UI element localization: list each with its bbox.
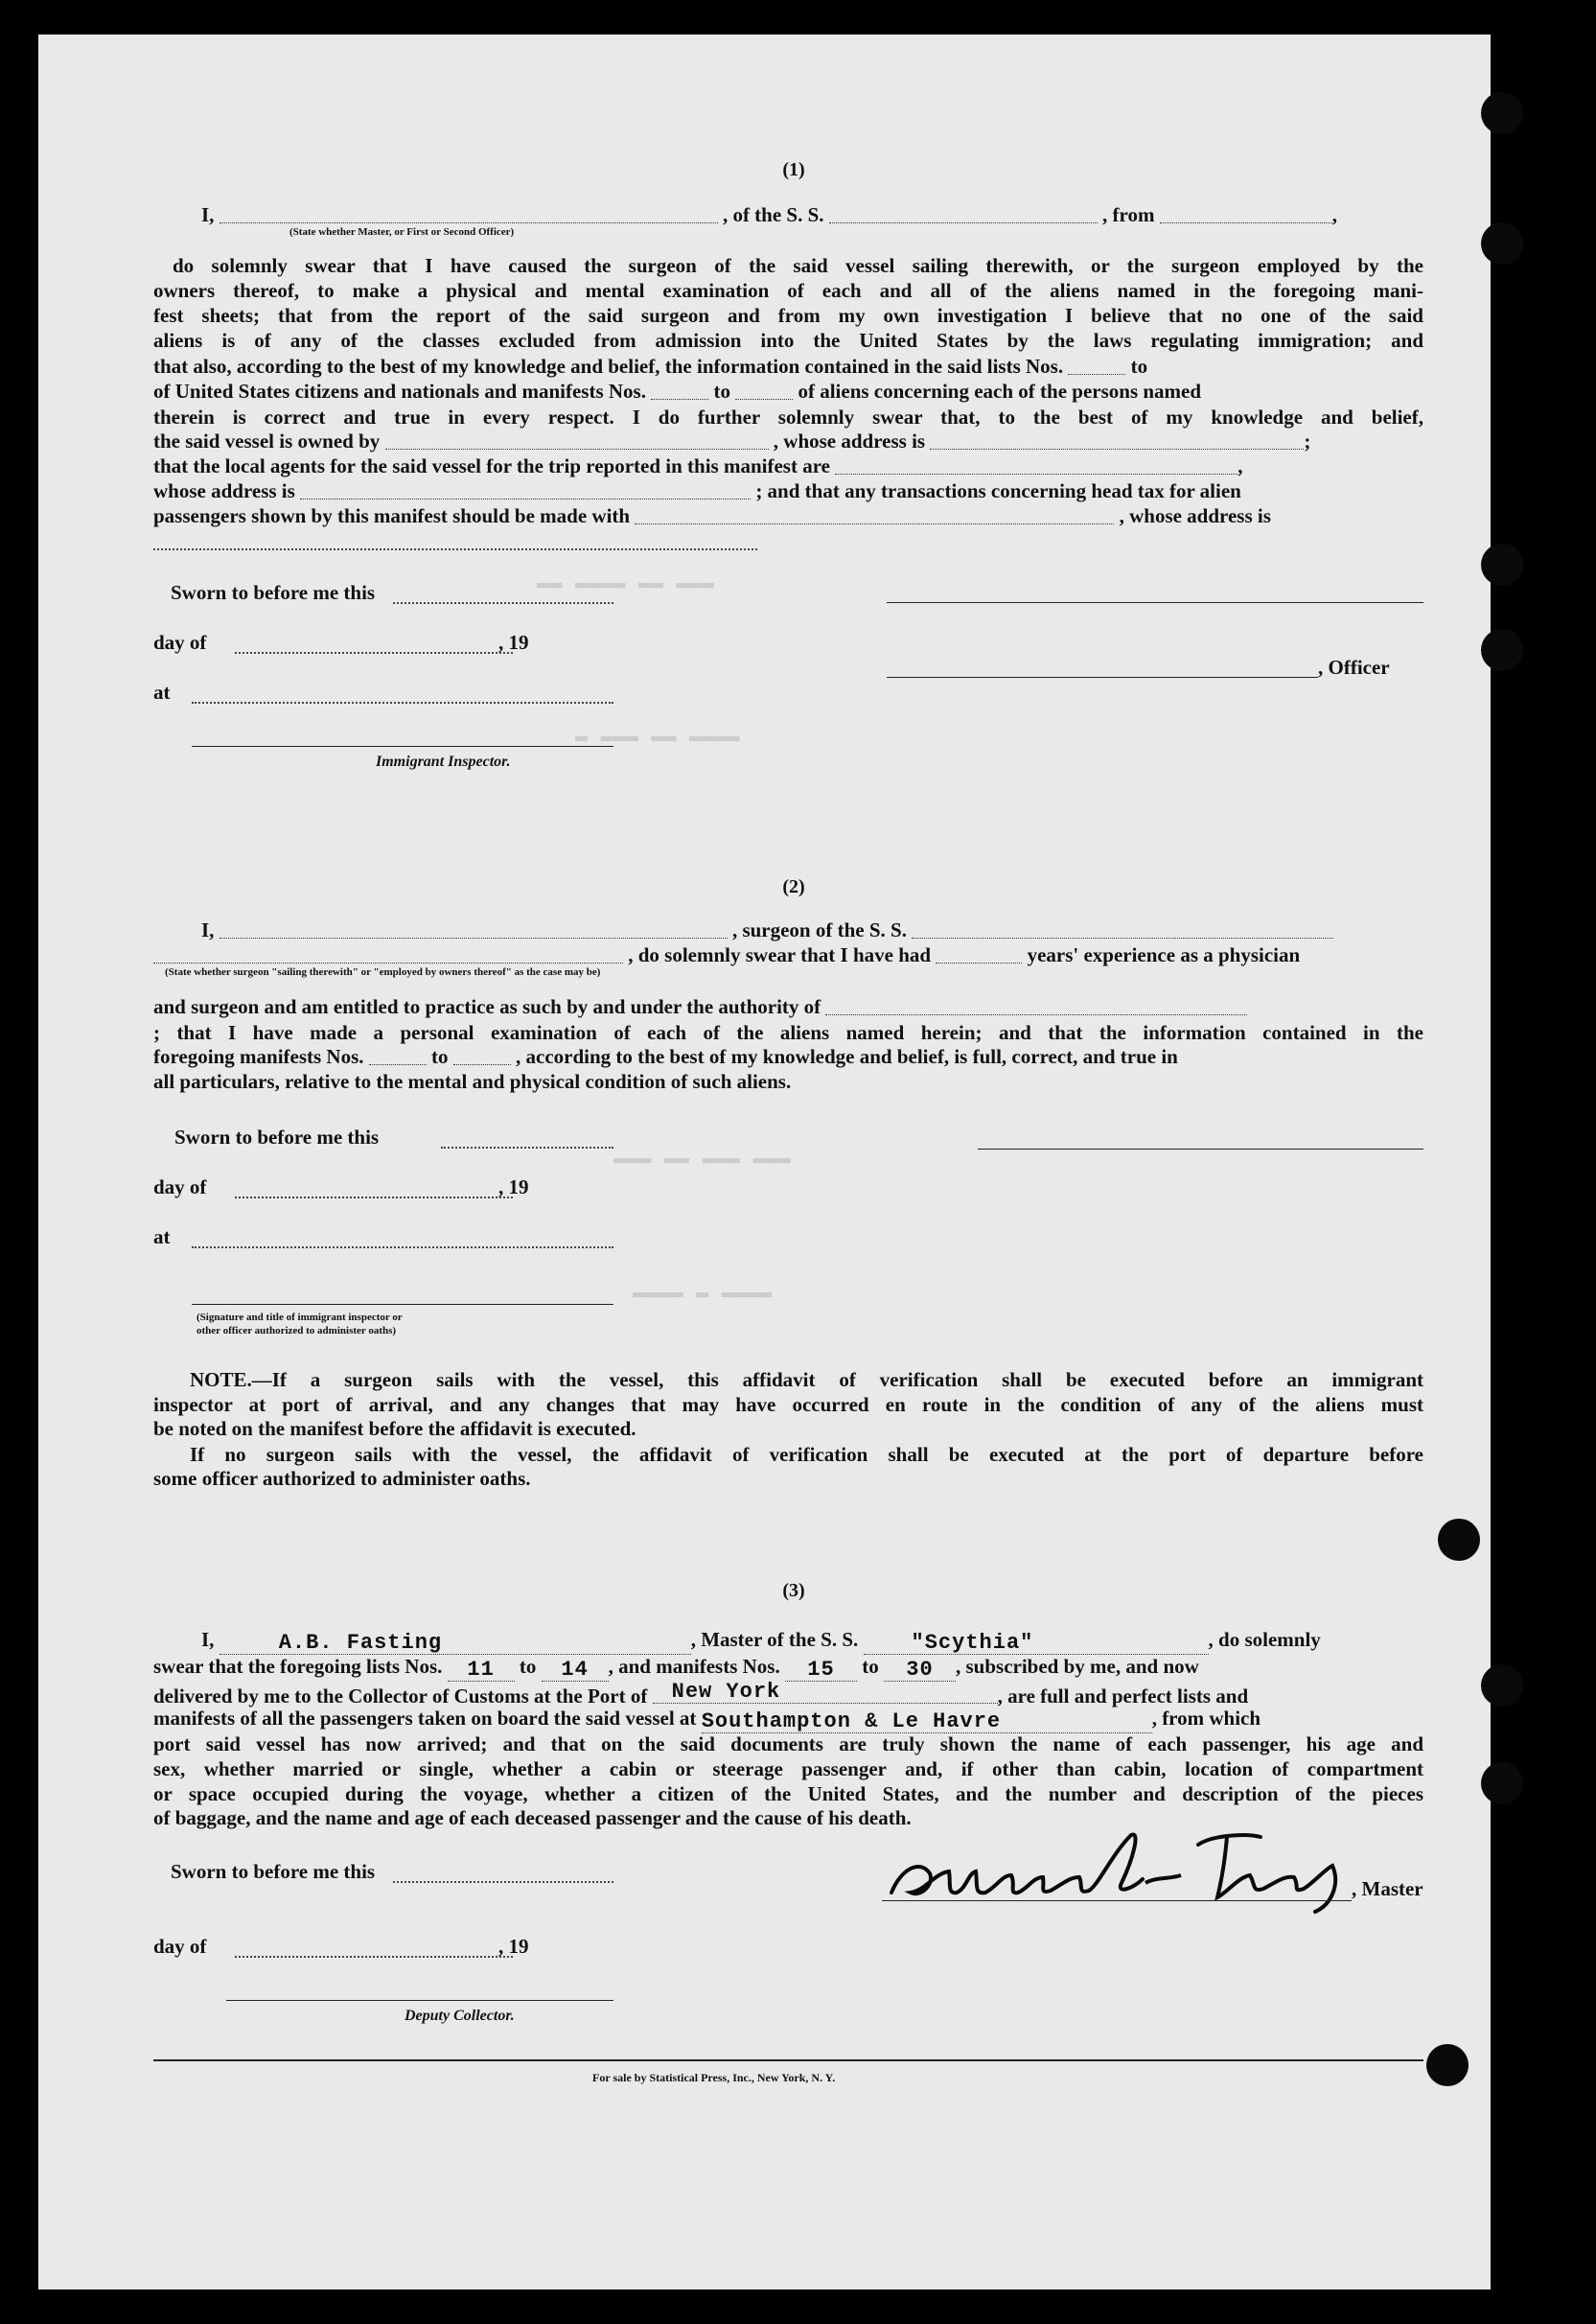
years-experience-field[interactable] [936, 945, 1022, 964]
day-of-line[interactable] [235, 1197, 513, 1198]
year-label: , 19 [498, 1935, 529, 1958]
punch-hole-icon [1438, 1519, 1480, 1561]
day-of-line[interactable] [235, 652, 513, 654]
port-line [153, 1680, 1248, 1708]
according-text: , according to the best of my knowledge and belief, is full, correct, and true in [516, 1045, 1178, 1068]
sworn-date-line[interactable] [393, 1881, 613, 1883]
full-text: , are full and perfect lists and [997, 1685, 1249, 1708]
manifest-sheet [38, 35, 1491, 2289]
manifests-from-field[interactable] [651, 382, 708, 400]
manifests-to-field[interactable] [735, 382, 793, 400]
bleed-through-texture: ▬▬▬ ▬▬ ▬▬▬▬ ▬▬ [537, 571, 714, 595]
port-value[interactable]: New York [653, 1680, 998, 1704]
punch-hole-icon [1481, 544, 1523, 586]
day-of-label: day of [153, 631, 207, 654]
whose-address-text: whose address is [153, 479, 295, 502]
body-line [153, 454, 1242, 478]
body-line [153, 380, 1201, 404]
from-which-text: , from which [1151, 1707, 1261, 1730]
master-line [201, 1628, 1321, 1655]
surgeon-vessel-field[interactable] [912, 920, 1333, 939]
manifests-text: of United States citizens and nationals and manifests Nos. [153, 380, 646, 403]
master-of-text: , Master of the S. S. [690, 1628, 859, 1651]
body-line: sex, whether married or single, whether a cabin or steerage passenger and, if other than cabin, location of compartment [153, 1757, 1423, 1780]
address-text: , whose address is [773, 430, 926, 453]
punch-hole-icon [1426, 2044, 1469, 2086]
body-line [153, 504, 1271, 528]
oath-intro: I, , of the S. S. , from , [201, 203, 1337, 226]
to-text: to [1130, 355, 1148, 378]
collector-caption: Deputy Collector. [405, 2008, 515, 2024]
comma-text: , [1237, 454, 1243, 477]
authority-field[interactable] [825, 997, 1247, 1015]
section-number: (3) [782, 1580, 805, 1601]
master-signature-icon [882, 1816, 1399, 1921]
day-of-label: day of [153, 1935, 207, 1958]
text-end: , from [1102, 203, 1155, 226]
note-line: NOTE.—If a surgeon sails with the vessel, this affidavit of verification shall be executed before an immigrant [190, 1368, 1423, 1391]
at-label: at [153, 681, 171, 704]
note-line: If no surgeon sails with the vessel, the affidavit of verification shall be executed at the port of departure before [190, 1443, 1423, 1466]
body-line: or space occupied during the voyage, whether a citizen of the United States, and the number and description of the pieces [153, 1782, 1423, 1805]
punch-hole-icon [1481, 629, 1523, 671]
address-text: , whose address is [1119, 504, 1271, 527]
body-line: owners thereof, to make a physical and mental examination of each and all of the aliens named in the foregoing mani- [153, 279, 1423, 302]
section-number: (1) [782, 159, 805, 180]
departure-value[interactable]: Southampton & Le Havre [702, 1709, 1152, 1733]
transactions-text: ; and that any transactions concerning head tax for alien [755, 479, 1241, 502]
lists-text: that also, according to the best of my knowledge and belief, the information contained in the said lists Nos. [153, 355, 1064, 378]
surgeon-intro [201, 918, 1333, 942]
swear-text: swear that the foregoing lists Nos. [153, 1655, 443, 1678]
lists-line [153, 1655, 1199, 1682]
owner-field[interactable] [385, 431, 769, 450]
surgeon-status-field[interactable] [153, 945, 623, 964]
bleed-through-texture: ▬▬▬▬ ▬▬ ▬▬▬ ▬ [575, 725, 740, 749]
inspector-caption: Immigrant Inspector. [376, 754, 511, 770]
body-line [153, 479, 1241, 503]
vessel-name-field[interactable] [829, 205, 1098, 223]
day-of-line[interactable] [235, 1956, 513, 1958]
subscribed-text: , subscribed by me, and now [955, 1655, 1199, 1678]
aliens-text: of aliens concerning each of the persons named [798, 380, 1202, 403]
to-text: to [431, 1045, 449, 1068]
s2-manifests-to-field[interactable] [453, 1047, 511, 1065]
swear-text: , do solemnly swear that I have had [628, 943, 932, 966]
text-start: I, [201, 203, 215, 226]
body-line: do solemnly swear that I have caused the surgeon of the said vessel sailing therewith, or the surgeon employed by the [173, 254, 1423, 277]
delivered-text: delivered by me to the Collector of Customs at the Port of [153, 1685, 648, 1708]
manifests-from-value[interactable]: 15 [785, 1658, 857, 1682]
surgeon-line-2 [153, 943, 1300, 967]
year-label: , 19 [498, 631, 529, 654]
master-vessel-field[interactable]: "Scythia" [864, 1631, 1209, 1655]
head-tax-text: passengers shown by this manifest should be made with [153, 504, 631, 527]
agents-field[interactable] [835, 456, 1237, 475]
officer-name-field[interactable] [220, 205, 718, 223]
to-text: to [519, 1655, 537, 1678]
bleed-through-texture: ▬▬▬ ▬▬▬ ▬▬ ▬▬▬ [613, 1147, 791, 1171]
day-of-label: day of [153, 1175, 207, 1198]
owner-address-field[interactable] [930, 431, 1304, 450]
from-port-field[interactable] [1160, 205, 1332, 223]
experience-text: years' experience as a physician [1027, 943, 1301, 966]
master-label: , Master [1352, 1877, 1423, 1900]
body-line [153, 430, 1310, 453]
s2-inspector-signature-line[interactable] [192, 1304, 613, 1305]
semicolon-text: ; [1304, 430, 1311, 453]
at-label: at [153, 1225, 171, 1248]
body-line: all particulars, relative to the mental and physical condition of such aliens. [153, 1070, 792, 1093]
sworn-label: Sworn to before me this [171, 581, 376, 604]
solemnly-text: , do solemnly [1208, 1628, 1321, 1651]
punch-hole-icon [1481, 92, 1523, 134]
departure-line [153, 1707, 1261, 1733]
lists-from-value[interactable]: 11 [448, 1658, 515, 1682]
punch-hole-icon [1481, 1664, 1523, 1707]
text-start: I, [201, 1628, 215, 1651]
sworn-date-line[interactable] [393, 602, 613, 604]
caption-surgeon-status: (State whether surgeon "sailing therewith" or "employed by owners thereof" as the case may be) [165, 966, 601, 978]
text-mid: , of the S. S. [722, 203, 824, 226]
inspector-signature-line[interactable] [192, 746, 613, 747]
address-continuation-line [153, 548, 757, 550]
lists-to-value[interactable]: 14 [542, 1658, 609, 1682]
bleed-through-texture: ▬▬▬▬ ▬ ▬▬▬▬ [633, 1281, 773, 1305]
sworn-date-line[interactable] [441, 1147, 613, 1149]
s2-manifests-from-field[interactable] [369, 1047, 427, 1065]
sworn-label: Sworn to before me this [174, 1126, 380, 1149]
body-line [153, 355, 1147, 379]
surgeon-name-field[interactable] [220, 920, 728, 939]
body-line: therein is correct and true in every respect. I do further solemnly swear that, to the best of my knowledge and belief, [153, 406, 1423, 429]
officer-label: , Officer [1318, 656, 1390, 679]
sworn-label: Sworn to before me this [171, 1860, 376, 1883]
agents-text: that the local agents for the said vessel for the trip reported in this manifest are [153, 454, 830, 477]
note-line: be noted on the manifest before the affidavit is executed. [153, 1417, 636, 1440]
at-line[interactable] [192, 702, 613, 704]
body-line [153, 1045, 1178, 1069]
at-line[interactable] [192, 1246, 613, 1248]
foregoing-text: foregoing manifests Nos. [153, 1045, 364, 1068]
manifests-text: , and manifests Nos. [608, 1655, 780, 1678]
surgeon-of-text: , surgeon of the S. S. [731, 918, 907, 941]
caption-officer-rank: (State whether Master, or First or Second Officer) [289, 226, 515, 238]
footer-rule [153, 2059, 1423, 2061]
head-tax-agent-field[interactable] [635, 506, 1114, 524]
manifests-to-value[interactable]: 30 [884, 1658, 956, 1682]
body-line: ; that I have made a personal examination of each of the aliens named herein; and that the information contained in the [153, 1021, 1423, 1044]
note-line: some officer authorized to administer oaths. [153, 1467, 531, 1490]
punch-hole-icon [1481, 222, 1523, 265]
body-line: fest sheets; that from the report of the said surgeon and from my own investigation I believe that no one of the said [153, 304, 1423, 327]
owned-text: the said vessel is owned by [153, 430, 381, 453]
sig-caption: (Signature and title of immigrant inspector or [197, 1312, 403, 1323]
manifests-all-text: manifests of all the passengers taken on board the said vessel at [153, 1707, 697, 1730]
lists-from-field[interactable] [1068, 357, 1125, 375]
body-line [153, 995, 1247, 1019]
officer-name-line[interactable] [887, 677, 1318, 678]
body-line: aliens is of any of the classes excluded from admission into the United States by the laws regulating immigration; and [153, 329, 1423, 352]
authority-text: and surgeon and am entitled to practice as such by and under the authority of [153, 995, 821, 1018]
body-line: port said vessel has now arrived; and that on the said documents are truly shown the name of each passenger, his age and [153, 1732, 1423, 1755]
note-line: inspector at port of arrival, and any changes that may have occurred en route in the condition of any of the aliens must [153, 1393, 1423, 1416]
master-name-field[interactable]: A.B. Fasting [220, 1631, 691, 1655]
to-text: to [862, 1655, 879, 1678]
surgeon-signature-line[interactable] [978, 1149, 1423, 1150]
section-number: (2) [782, 876, 805, 897]
printer-imprint: For sale by Statistical Press, Inc., New York, N. Y. [592, 2071, 836, 2084]
sig-caption: other officer authorized to administer oaths) [197, 1325, 397, 1336]
punch-hole-icon [1481, 1762, 1523, 1804]
master-signature-line[interactable] [882, 1900, 1352, 1901]
body-line: of baggage, and the name and age of each deceased passenger and the cause of his death. [153, 1806, 912, 1829]
year-label: , 19 [498, 1175, 529, 1198]
collector-signature-line[interactable] [226, 2000, 613, 2001]
officer-signature-line[interactable] [887, 602, 1423, 603]
to-text: to [713, 380, 730, 403]
agents-address-field[interactable] [300, 481, 751, 500]
text-start: I, [201, 918, 215, 941]
